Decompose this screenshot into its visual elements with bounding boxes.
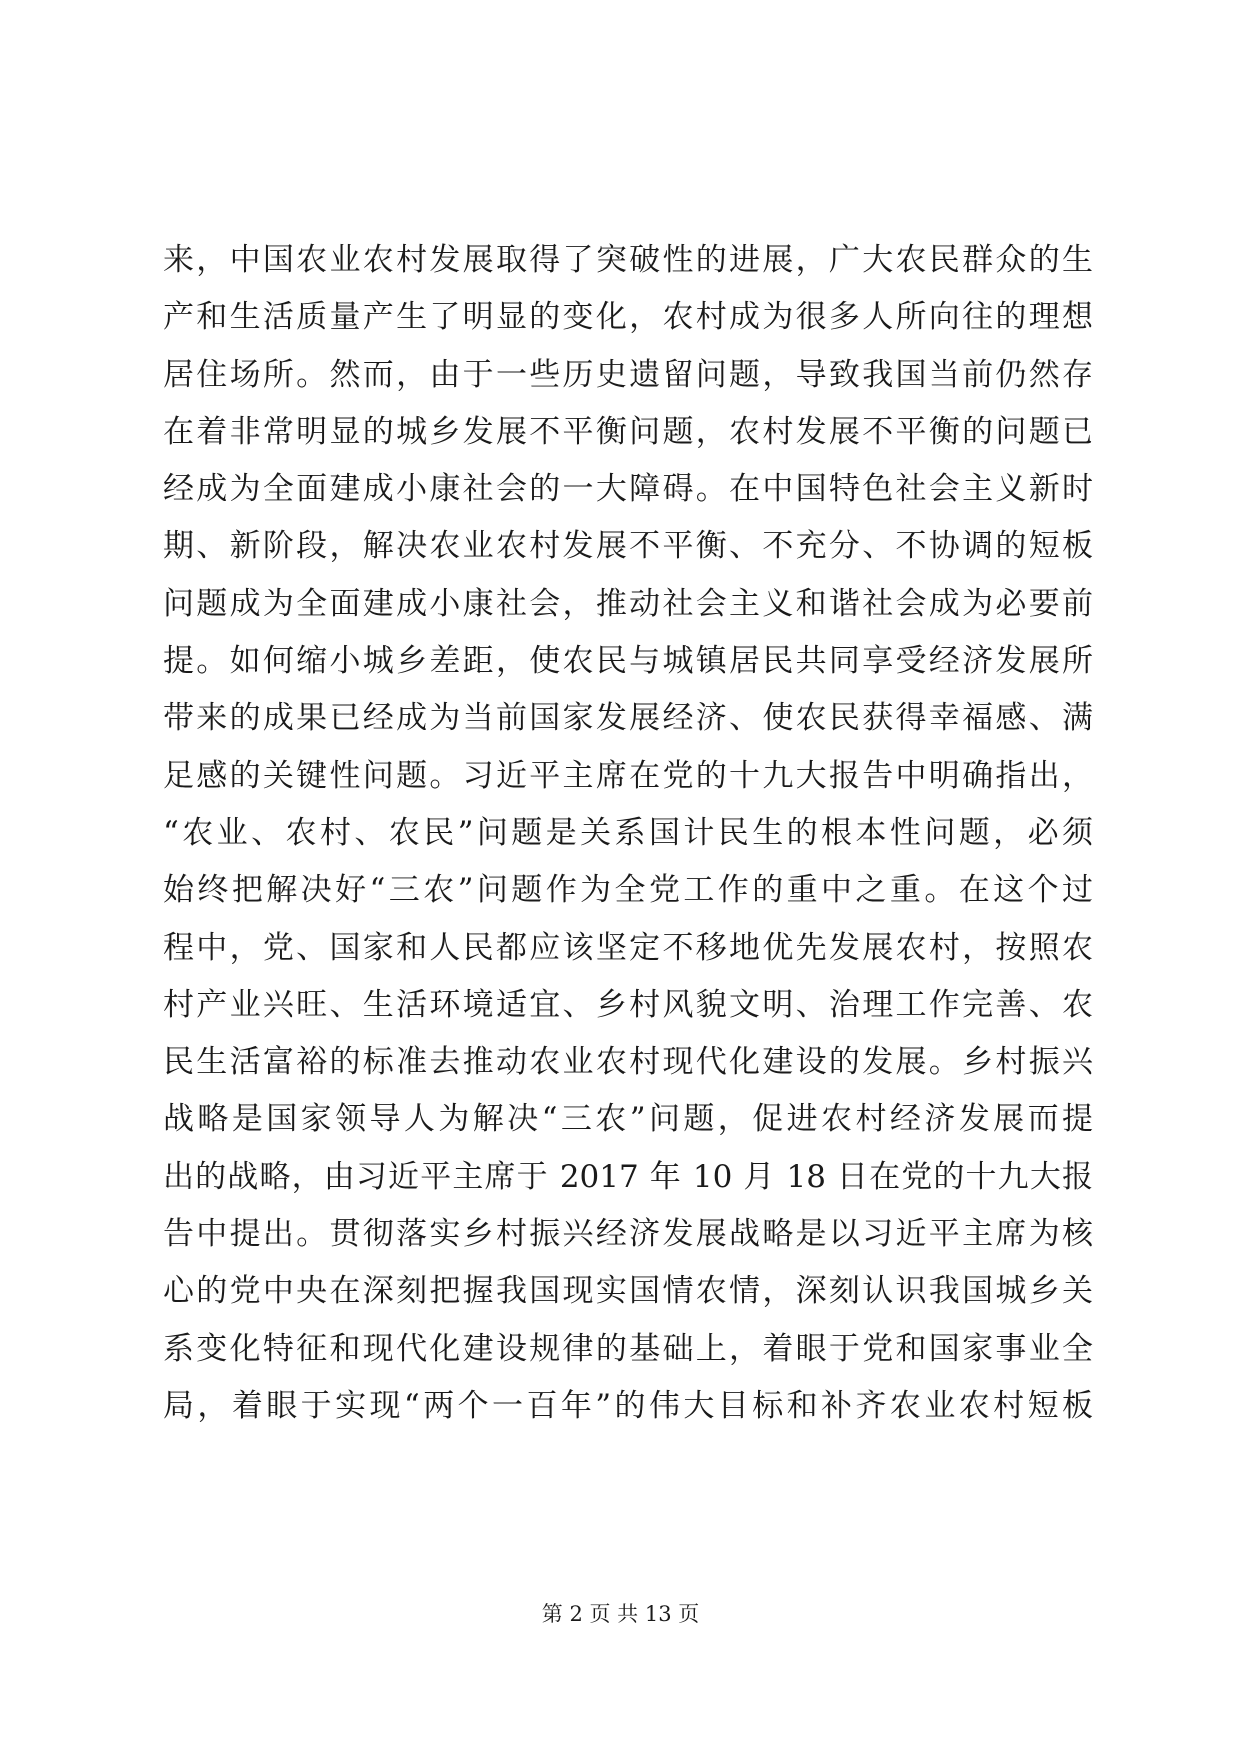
text-line: 告中提出。贯彻落实乡村振兴经济发展战略是以习近平主席为核: [163, 1216, 1093, 1253]
text-line: “农业、农村、农民”问题是关系国计民生的根本性问题，必须: [163, 814, 1093, 851]
text-line: 产和生活质量产生了明显的变化，农村成为很多人所向往的理想: [163, 299, 1093, 336]
text-line: 程中，党、国家和人民都应该坚定不移地优先发展农村，按照农: [163, 929, 1093, 966]
text-line: 居住场所。然而，由于一些历史遗留问题，导致我国当前仍然存: [163, 356, 1093, 393]
text-line: 在着非常明显的城乡发展不平衡问题，农村发展不平衡的问题已: [163, 413, 1093, 450]
text-line: 出的战略，由习近平主席于 2017 年 10 月 18 日在党的十九大报: [163, 1158, 1093, 1195]
text-line: 战略是国家领导人为解决“三农”问题，促进农村经济发展而提: [163, 1101, 1093, 1138]
text-line: 系变化特征和现代化建设规律的基础上，着眼于党和国家事业全: [163, 1330, 1093, 1367]
text-line: 足感的关键性问题。习近平主席在党的十九大报告中明确指出，: [163, 757, 1093, 794]
text-line: 来，中国农业农村发展取得了突破性的进展，广大农民群众的生: [163, 242, 1093, 278]
page-footer: [0, 1598, 1241, 1628]
page-number-indicator: 第 2 页 共 13 页: [541, 1602, 700, 1626]
text-line: 始终把解决好“三农”问题作为全党工作的重中之重。在这个过: [163, 872, 1093, 909]
body-text: [163, 232, 1093, 1435]
text-line: 民生活富裕的标准去推动农业农村现代化建设的发展。乡村振兴: [163, 1044, 1093, 1081]
text-line: 期、新阶段，解决农业农村发展不平衡、不充分、不协调的短板: [163, 528, 1093, 565]
text-line: 局，着眼于实现“两个一百年”的伟大目标和补齐农业农村短板: [163, 1387, 1093, 1424]
text-line: 问题成为全面建成小康社会，推动社会主义和谐社会成为必要前: [163, 585, 1093, 622]
text-line: 带来的成果已经成为当前国家发展经济、使农民获得幸福感、满: [163, 700, 1093, 737]
text-line: 提。如何缩小城乡差距，使农民与城镇居民共同享受经济发展所: [163, 643, 1093, 680]
text-line: 村产业兴旺、生活环境适宜、乡村风貌文明、治理工作完善、农: [163, 986, 1093, 1023]
text-line: 经成为全面建成小康社会的一大障碍。在中国特色社会主义新时: [163, 471, 1093, 508]
text-line: 心的党中央在深刻把握我国现实国情农情，深刻认识我国城乡关: [163, 1273, 1093, 1310]
